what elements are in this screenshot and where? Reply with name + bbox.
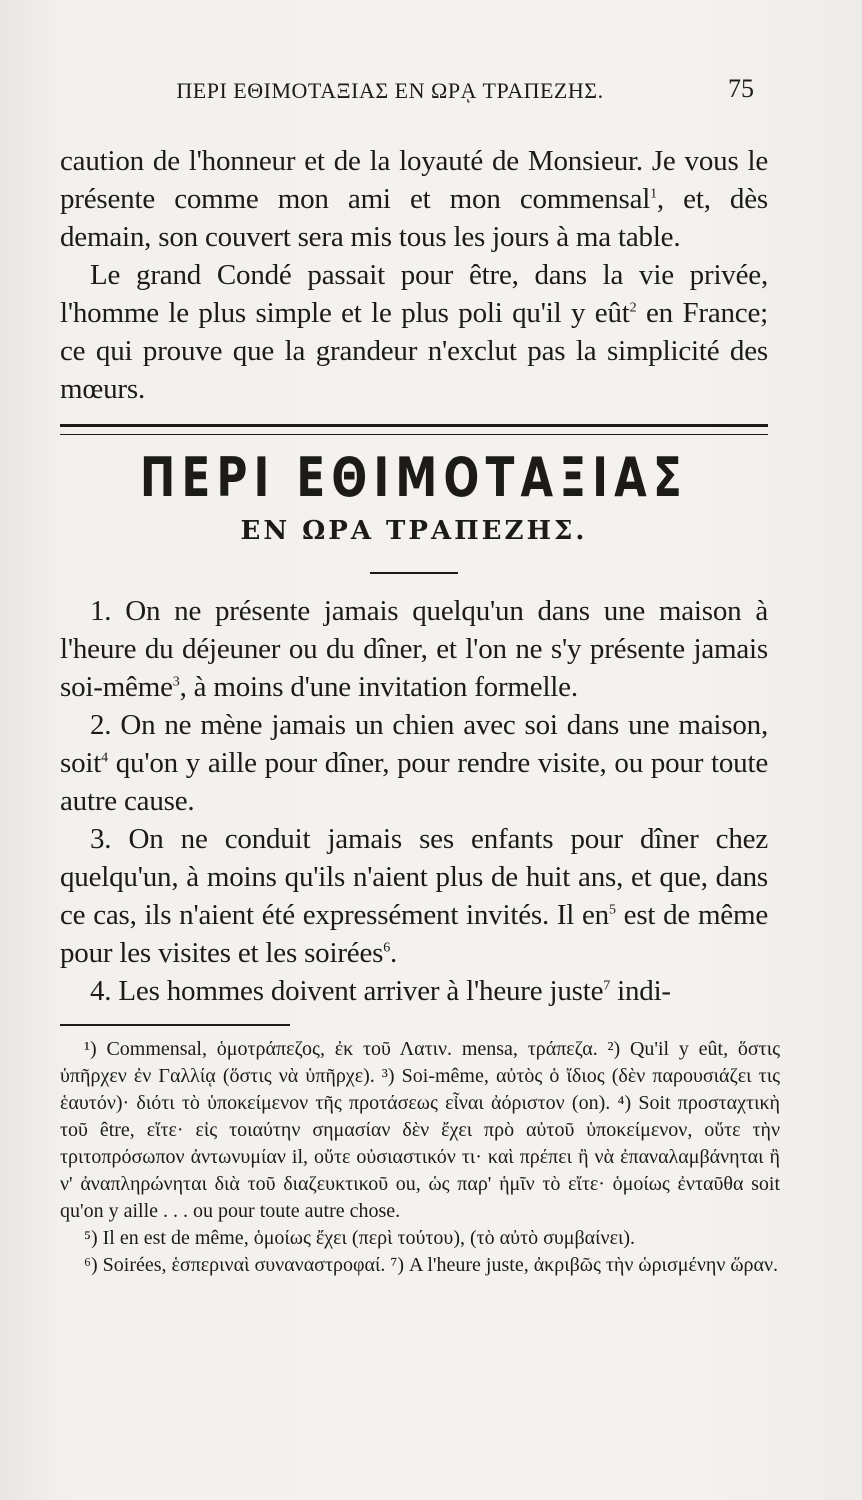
footnote-ref: 6 bbox=[383, 940, 391, 956]
running-title: ΠΕΡΙ ΕΘΙΜΟΤΑΞΙΑΣ ΕΝ ΩΡᾼ ΤΡΑΠΕΖΗΣ. bbox=[176, 78, 604, 103]
page-number: 75 bbox=[728, 74, 754, 103]
intro-paragraph-2: Le grand Condé passait pour être, dans la vie privée, l'homme le plus simple et le plus poli qu'il y eût$^2$ en France; ce qui prouve que la grandeur n'exclut pas la simplicité des mœurs. bbox=[60, 259, 768, 405]
footnote-6-7: ⁶) Soirées, ἑσπεριναὶ συναναστροφαί. ⁷) A l'heure juste, ἀκριβῶς τὴν ὡρισμένην ὥραν. bbox=[84, 1254, 779, 1276]
rules-list bbox=[60, 592, 768, 1010]
intro-text bbox=[60, 142, 768, 408]
footnote-ref: 4 bbox=[101, 750, 108, 766]
footnote-divider bbox=[60, 1024, 290, 1026]
footnotes bbox=[60, 1036, 780, 1279]
footnote-1-4: ¹) Commensal, ὁμοτράπεζος, ἐκ τοῦ Λατιν. mensa, τράπεζα. ²) Qu'il y eût, ὅστις ὑπῆρχεν ἐν Γαλλίᾳ (ὅστις νὰ ὑπῆρχε). ³) Soi-même, αὐτὸς ὁ ἴδιος (δὲν παρουσιάζει τις ἑαυτόν)· διότι τὸ ὑποκείμενον τῆς προτάσεως εἶναι ἀόριστον (on). ⁴) Soit προσταχτικὴ τοῦ être, εἴτε· εἰς τοιαύτην σημασίαν δὲν ἔχει πρὸ αὐτοῦ ὑποκείμενον, οὔτε τὴν τριτοπρόσωπον ἀντωνυμίαν il, οὔτε οὐσιαστικόν τι· καὶ πρέπει ἢ νὰ ἐπαναλαμβάνηται ἢ ν' ἀναπληρώνηται διὰ τοῦ διαζευκτικοῦ ou, ὡς παρ' ἡμῖν τὸ εἴτε· ὁμοίως ἐνταῦθα soit qu'on y aille . . . ou pour toute autre chose. bbox=[60, 1038, 780, 1222]
footnote-ref: 5 bbox=[609, 902, 616, 918]
rule-item: 3. On ne conduit jamais ses enfants pour dîner chez quelqu'un, à moins qu'ils n'aient plus de huit ans, et que, dans ce cas, ils n'aient été expressément invités. Il $en^5$ est de même pour les visites et les soirées$^6$. bbox=[60, 823, 769, 969]
rule-item: 4. Les hommes doivent arriver à l'heure juste$^7$ indi- bbox=[90, 975, 671, 1007]
rule-item: 1. On ne présente jamais quelqu'un dans une maison à l'heure du déjeuner ou du dîner, et l'on ne s'y présente jamais soi-même$^3$, à moins d'une invitation formelle. bbox=[60, 595, 768, 703]
rule-item: 2. On ne mène jamais un chien avec soi dans une maison, soit$^4$ qu'on y aille pour dîner, pour rendre visite, ou pour toute autre cause. bbox=[60, 709, 768, 817]
section-subtitle: ΕΝ ΩΡΑ ΤΡΑΠΕΖΗΣ. bbox=[240, 516, 588, 546]
footnote-5: ⁵) Il en est de même, ὁμοίως ἔχει (περὶ τούτου), (τὸ αὐτὸ συμβαίνει). bbox=[84, 1227, 636, 1249]
intro-paragraph-1: caution de l'honneur et de la loyauté de Monsieur. Je vous le présente comme mon ami et mon commensal$^1$, et, dès demain, son couvert sera mis tous les jours à ma table. bbox=[60, 145, 768, 253]
section-divider bbox=[60, 424, 768, 435]
footnote-ref: 1 bbox=[650, 186, 657, 202]
footnote-ref: 7 bbox=[603, 978, 611, 994]
footnote-ref: 3 bbox=[172, 674, 180, 690]
footnote-ref: 2 bbox=[629, 300, 637, 316]
section-title: ΠΕΡΙ ΕΘΙΜΟΤΑΞΙΑΣ bbox=[139, 446, 689, 509]
title-rule bbox=[370, 572, 458, 574]
